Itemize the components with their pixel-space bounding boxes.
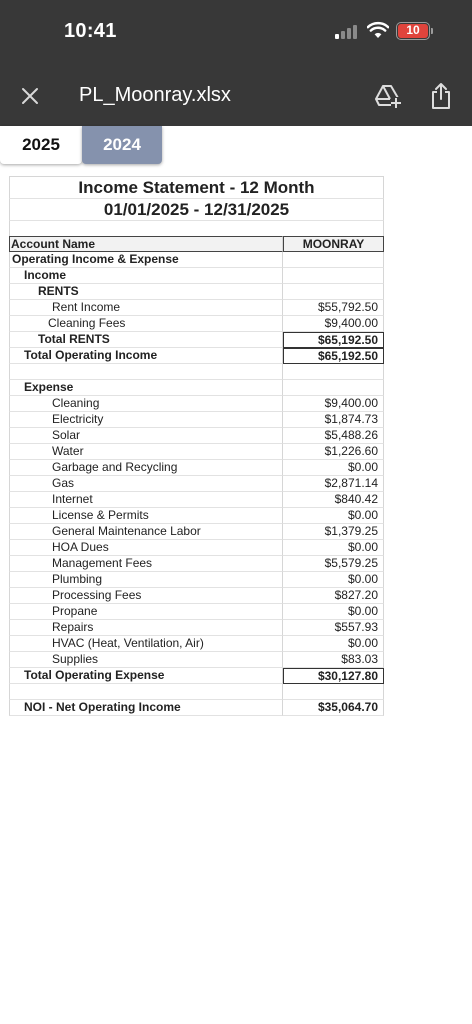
sheet-tabs	[0, 126, 472, 166]
amount-cell[interactable]: $9,400.00	[283, 316, 384, 332]
table-row	[9, 540, 384, 556]
amount-cell[interactable]: $0.00	[283, 572, 384, 588]
table-row	[9, 396, 384, 412]
table-row	[9, 444, 384, 460]
table-row	[9, 348, 384, 364]
amount-cell[interactable]: $35,064.70	[283, 700, 384, 716]
file-name: PL_Moonray.xlsx	[79, 84, 231, 106]
table-row	[9, 652, 384, 668]
table-row	[9, 508, 384, 524]
table-row	[9, 668, 384, 684]
amount-cell[interactable]	[283, 684, 384, 700]
table-row	[9, 700, 384, 716]
account-cell[interactable]: Income	[9, 268, 283, 284]
table-row	[9, 572, 384, 588]
battery-level: 10	[398, 24, 428, 38]
account-cell[interactable]: Plumbing	[9, 572, 283, 588]
account-cell[interactable]: Garbage and Recycling	[9, 460, 283, 476]
amount-cell[interactable]: $0.00	[283, 636, 384, 652]
table-row	[9, 588, 384, 604]
amount-cell[interactable]: $65,192.50	[283, 332, 384, 348]
status-time: 10:41	[64, 20, 117, 42]
account-cell[interactable]: Water	[9, 444, 283, 460]
account-cell[interactable]: License & Permits	[9, 508, 283, 524]
cellular-signal-icon	[335, 25, 361, 39]
account-cell[interactable]: Repairs	[9, 620, 283, 636]
amount-cell[interactable]: $827.20	[283, 588, 384, 604]
table-row	[9, 460, 384, 476]
tab-2025[interactable]: 2025	[0, 126, 82, 164]
account-cell[interactable]: Total RENTS	[9, 332, 283, 348]
amount-cell[interactable]: $0.00	[283, 460, 384, 476]
amount-cell[interactable]: $30,127.80	[283, 668, 384, 684]
account-cell[interactable]: Gas	[9, 476, 283, 492]
account-cell[interactable]: Operating Income & Expense	[9, 252, 283, 268]
account-cell[interactable]: Total Operating Expense	[9, 668, 283, 684]
account-name-header[interactable]: Account Name	[9, 236, 283, 252]
table-row	[9, 268, 384, 284]
table-row	[9, 604, 384, 620]
battery-icon	[396, 22, 430, 40]
wifi-icon	[367, 21, 389, 39]
account-cell[interactable]: RENTS	[9, 284, 283, 300]
account-cell[interactable]	[9, 684, 283, 700]
table-row	[9, 620, 384, 636]
property-header[interactable]: MOONRAY	[283, 236, 384, 252]
table-row	[9, 492, 384, 508]
add-to-drive-icon[interactable]	[374, 82, 402, 110]
table-row	[9, 364, 384, 380]
table-row	[9, 284, 384, 300]
account-cell[interactable]: Cleaning Fees	[9, 316, 283, 332]
amount-cell[interactable]: $0.00	[283, 508, 384, 524]
table-row	[9, 412, 384, 428]
tab-2024[interactable]: 2024	[82, 126, 162, 164]
amount-cell[interactable]: $557.93	[283, 620, 384, 636]
account-cell[interactable]: Rent Income	[9, 300, 283, 316]
amount-cell[interactable]	[283, 284, 384, 300]
amount-cell[interactable]: $83.03	[283, 652, 384, 668]
table-row	[9, 476, 384, 492]
amount-cell[interactable]: $1,226.60	[283, 444, 384, 460]
account-cell[interactable]: Electricity	[9, 412, 283, 428]
amount-cell[interactable]: $5,579.25	[283, 556, 384, 572]
amount-cell[interactable]	[283, 252, 384, 268]
account-cell[interactable]: HOA Dues	[9, 540, 283, 556]
account-cell[interactable]: Processing Fees	[9, 588, 283, 604]
close-icon[interactable]	[18, 84, 42, 108]
amount-cell[interactable]: $5,488.26	[283, 428, 384, 444]
table-row	[9, 428, 384, 444]
table-row	[9, 556, 384, 572]
amount-cell[interactable]: $0.00	[283, 540, 384, 556]
amount-cell[interactable]: $1,874.73	[283, 412, 384, 428]
table-row	[9, 636, 384, 652]
spreadsheet	[9, 176, 384, 716]
spacer-row	[9, 220, 384, 236]
amount-cell[interactable]: $1,379.25	[283, 524, 384, 540]
account-cell[interactable]: Expense	[9, 380, 283, 396]
report-period: 01/01/2025 - 12/31/2025	[9, 198, 384, 220]
amount-cell[interactable]: $55,792.50	[283, 300, 384, 316]
column-header-row	[9, 236, 384, 252]
account-cell[interactable]: Total Operating Income	[9, 348, 283, 364]
table-row	[9, 300, 384, 316]
account-cell[interactable]: Supplies	[9, 652, 283, 668]
amount-cell[interactable]: $65,192.50	[283, 348, 384, 364]
table-row	[9, 332, 384, 348]
statement-rows	[9, 252, 384, 716]
amount-cell[interactable]	[283, 268, 384, 284]
table-row	[9, 524, 384, 540]
table-row	[9, 380, 384, 396]
account-cell[interactable]: Management Fees	[9, 556, 283, 572]
account-cell[interactable]: Solar	[9, 428, 283, 444]
account-cell[interactable]: NOI - Net Operating Income	[9, 700, 283, 716]
amount-cell[interactable]: $2,871.14	[283, 476, 384, 492]
amount-cell[interactable]	[283, 364, 384, 380]
amount-cell[interactable]: $9,400.00	[283, 396, 384, 412]
amount-cell[interactable]: $0.00	[283, 604, 384, 620]
account-cell[interactable]: Internet	[9, 492, 283, 508]
table-row	[9, 684, 384, 700]
share-icon[interactable]	[428, 81, 454, 111]
amount-cell[interactable]: $840.42	[283, 492, 384, 508]
account-cell[interactable]: Propane	[9, 604, 283, 620]
report-title: Income Statement - 12 Month	[9, 176, 384, 198]
account-cell[interactable]: General Maintenance Labor	[9, 524, 283, 540]
table-row	[9, 316, 384, 332]
account-cell[interactable]	[9, 364, 283, 380]
table-row	[9, 252, 384, 268]
account-cell[interactable]: HVAC (Heat, Ventilation, Air)	[9, 636, 283, 652]
app-header	[0, 0, 472, 126]
amount-cell[interactable]	[283, 380, 384, 396]
account-cell[interactable]: Cleaning	[9, 396, 283, 412]
